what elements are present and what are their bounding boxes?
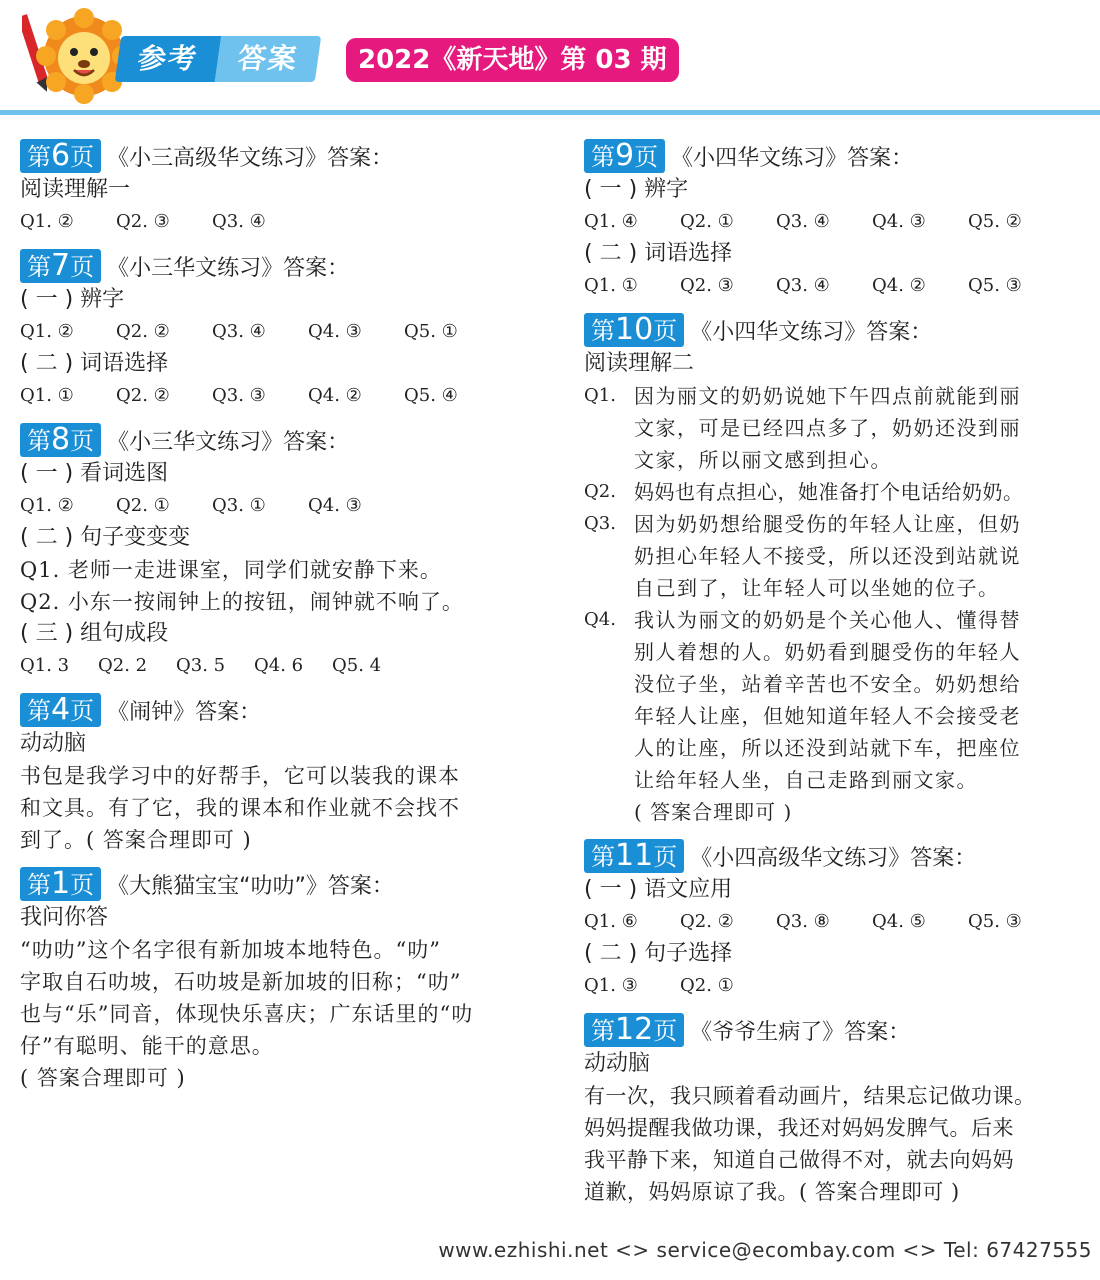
page-badge: 第8页 <box>20 423 101 457</box>
question-answer: Q1. 因为丽文的奶奶说她下午四点前就能到丽 文家，可是已经四点多了，奶奶还没到丽 文家，所以丽文感到担心。 <box>584 384 1021 472</box>
page-badge: 第7页 <box>20 249 101 283</box>
answer-row: Q1. ⑥ Q2. ② Q3. ⑧ Q4. ⑤ Q5. ③ <box>584 911 1022 932</box>
subheading: 动动脑 <box>584 1051 651 1076</box>
header <box>0 0 1100 118</box>
right-column <box>584 138 1096 1218</box>
subheading: ( 一 ) 辨字 <box>584 177 689 202</box>
answer-sentence: Q2. 小东一按闹钟上的按钮，闹钟就不响了。 <box>20 590 464 614</box>
answer-row: Q1. ① Q2. ② Q3. ③ Q4. ② Q5. ④ <box>20 385 458 406</box>
section-page-12 <box>584 1012 1096 1208</box>
issue-badge: 2022《新天地》第 03 期 <box>346 38 679 82</box>
section-title: 《小三华文练习》答案： <box>107 255 350 281</box>
answer-paragraph: 书包是我学习中的好帮手，它可以装我的课本 和文具。有了它，我的课本和作业就不会找不 到了。( 答案合理即可 ) <box>20 764 460 852</box>
answer-paragraph: “叻叻”这个名字很有新加坡本地特色。“叻” 字取自石叻坡，石叻坡是新加坡的旧称；“叻” 也与“乐”同音，体现快乐喜庆；广东话里的“叻 仔”有聪明、能干的意思。 ( 答案合理即可 ) <box>20 938 474 1090</box>
section-title: 《小四高级华文练习》答案： <box>690 845 977 871</box>
page-badge: 第4页 <box>20 693 101 727</box>
answer-row: Q1. ② Q2. ③ Q3. ④ <box>20 211 266 232</box>
answer-note: ( 答案合理即可 ) <box>634 800 793 824</box>
subheading: ( 二 ) 句子变变变 <box>20 525 191 550</box>
left-column <box>20 138 550 1104</box>
question-answer: Q2. 妈妈也有点担心，她准备打个电话给奶奶。 <box>584 480 1024 504</box>
section-title: 《小四华文练习》答案： <box>671 145 914 171</box>
page-badge: 第9页 <box>584 139 665 173</box>
page-badge: 第12页 <box>584 1013 684 1047</box>
answer-row: Q1. ④ Q2. ① Q3. ④ Q4. ③ Q5. ② <box>584 211 1022 232</box>
section-page-6 <box>20 138 550 238</box>
section-title: 《闹钟》答案： <box>107 699 262 725</box>
section-title: 《爷爷生病了》答案： <box>690 1019 911 1045</box>
page-badge: 第10页 <box>584 313 684 347</box>
answer-row: Q1. ② Q2. ① Q3. ① Q4. ③ <box>20 495 362 516</box>
subheading: ( 一 ) 辨字 <box>20 287 125 312</box>
subheading: 阅读理解二 <box>584 351 695 376</box>
section-page-10 <box>584 312 1096 828</box>
lion-mascot-icon <box>22 6 132 106</box>
question-answer: Q3. 因为奶奶想给腿受伤的年轻人让座，但奶 奶担心年轻人不接受，所以还没到站就说 自己到了，让年轻人可以坐她的位子。 <box>584 512 1021 600</box>
page-badge: 第1页 <box>20 867 101 901</box>
footer-contact: www.ezhishi.net <> service@ecombay.com <> Tel: 67427555 <box>438 1238 1092 1262</box>
subheading: 我问你答 <box>20 905 109 930</box>
subheading: ( 二 ) 词语选择 <box>584 241 733 266</box>
answer-sentence: Q1. 老师一走进课室，同学们就安静下来。 <box>20 558 442 582</box>
subheading: ( 一 ) 看词选图 <box>20 461 169 486</box>
answer-row: Q1. ② Q2. ② Q3. ④ Q4. ③ Q5. ① <box>20 321 458 342</box>
section-title: 《大熊猫宝宝“叻叻”》答案： <box>107 873 394 899</box>
page-badge: 第11页 <box>584 839 684 873</box>
section-page-4 <box>20 692 550 856</box>
section-page-8 <box>20 422 550 682</box>
subheading: ( 二 ) 句子选择 <box>584 941 733 966</box>
answer-row: Q1. ① Q2. ③ Q3. ④ Q4. ② Q5. ③ <box>584 275 1022 296</box>
answer-row: Q1. 3 Q2. 2 Q3. 5 Q4. 6 Q5. 4 <box>20 655 382 676</box>
subheading: ( 一 ) 语文应用 <box>584 877 733 902</box>
header-divider <box>0 110 1100 115</box>
question-answer: Q4. 我认为丽文的奶奶是个关心他人、懂得替 别人着想的人。奶奶看到腿受伤的年轻人 没位子坐，站着辛苦也不安全。奶奶想给 年轻人让座，但她知道年轻人不会接受老 人的让座，所以还没到站就下车，把座位 让给年轻人坐，自己走路到丽文家。 <box>584 608 1021 792</box>
tag-answer: 答案 <box>215 36 321 82</box>
section-title: 《小四华文练习》答案： <box>690 319 933 345</box>
answer-row: Q1. ③ Q2. ① <box>584 975 734 996</box>
page-badge: 第6页 <box>20 139 101 173</box>
subheading: ( 二 ) 词语选择 <box>20 351 169 376</box>
subheading: ( 三 ) 组句成段 <box>20 621 169 646</box>
section-title: 《小三高级华文练习》答案： <box>107 145 394 171</box>
section-page-9 <box>584 138 1096 302</box>
section-page-1 <box>20 866 550 1094</box>
subheading: 阅读理解一 <box>20 177 131 202</box>
section-page-11 <box>584 838 1096 1002</box>
section-title: 《小三华文练习》答案： <box>107 429 350 455</box>
answer-paragraph: 有一次，我只顾着看动画片，结果忘记做功课。 妈妈提醒我做功课，我还对妈妈发脾气。后来 我平静下来，知道自己做得不对，就去向妈妈 道歉，妈妈原谅了我。( 答案合理即可 ) <box>584 1084 1036 1204</box>
section-page-7 <box>20 248 550 412</box>
subheading: 动动脑 <box>20 731 87 756</box>
tag-reference: 参考 <box>115 36 221 82</box>
